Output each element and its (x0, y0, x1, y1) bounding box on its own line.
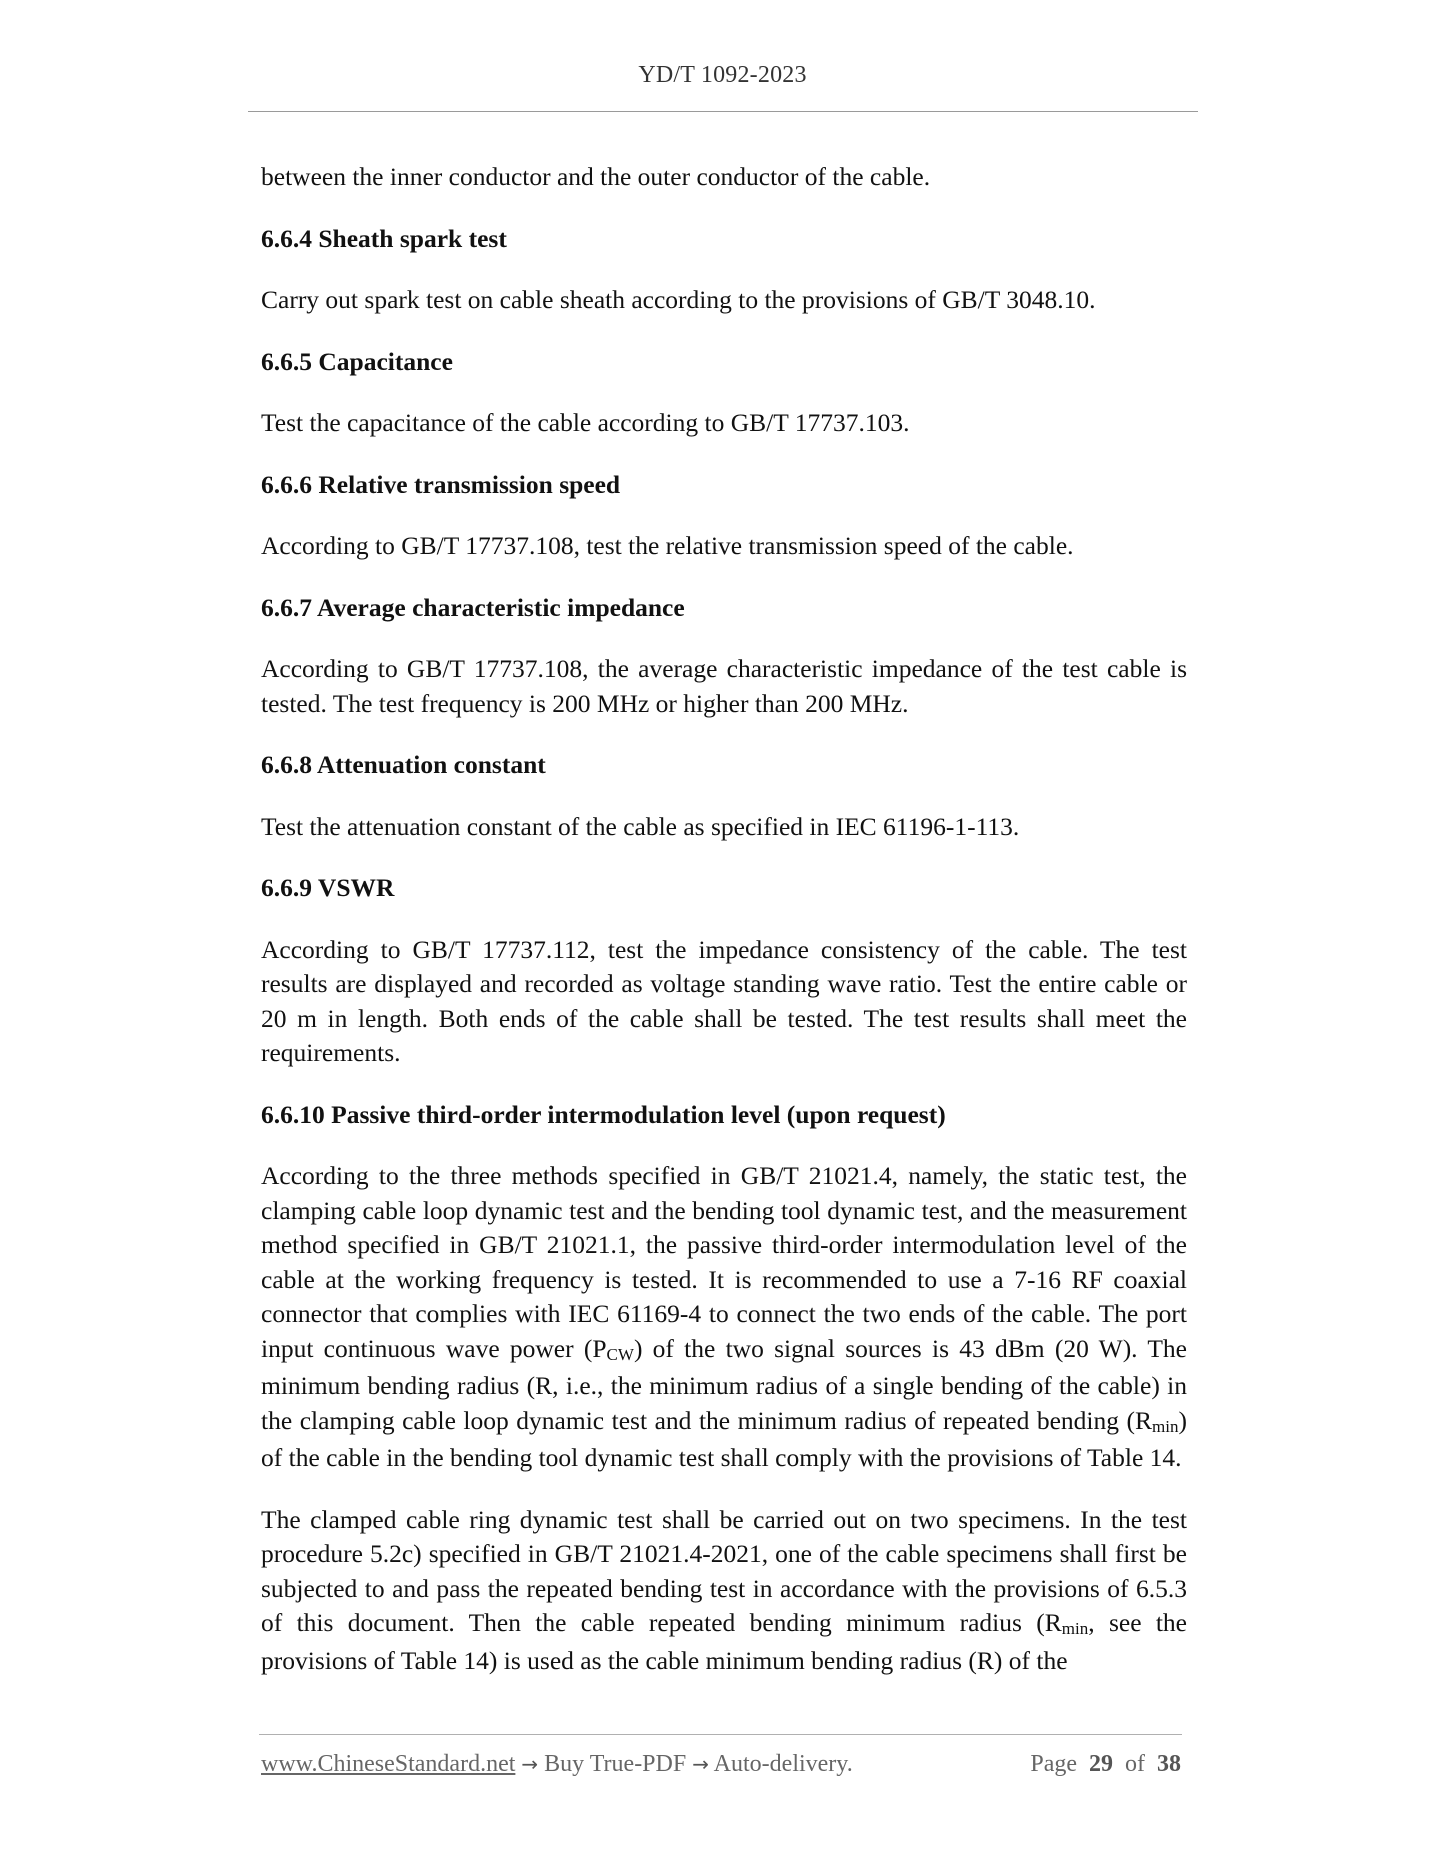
paragraph-clamped-part-b: , see the provisions of Table 14) is used as the cable minimum bending radius (R) of the (261, 1608, 1187, 1675)
pcw-subscript: CW (606, 1344, 634, 1364)
footer-promo (261, 1751, 853, 1778)
paragraph-6-6-6: According to GB/T 17737.108, test the relative transmission speed of the cable. (261, 531, 1074, 560)
continuation-paragraph: between the inner conductor and the outer conductor of the cable. (261, 162, 931, 191)
section-heading-6-6-10: 6.6.10 Passive third-order intermodulation level (upon request) (261, 1099, 946, 1129)
section-heading-6-6-8: 6.6.8 Attenuation constant (261, 750, 546, 779)
auto-delivery-text: Auto-delivery. (713, 1751, 853, 1777)
document-header: YD/T 1092-2023 (638, 62, 807, 88)
footer-divider (259, 1734, 1182, 1735)
page-label: Page (1030, 1751, 1077, 1777)
total-page-number: 38 (1157, 1751, 1181, 1777)
paragraph-6-6-5: Test the capacitance of the cable according to GB/T 17737.103. (261, 408, 910, 437)
arrow-right-icon: → (521, 1752, 539, 1776)
section-heading-6-6-9: 6.6.9 VSWR (261, 873, 395, 902)
paragraph-clamped-part-a: The clamped cable ring dynamic test shall be carried out on two specimens. In the test procedure 5.2c) specified in GB/T 21021.4-2021, one of the cable specimens shall first be subjected to and pass the repeated bending test in accordance with the provisions of 6.5.3 of this document. Then the cable repeated bending minimum radius (R (261, 1504, 1187, 1637)
section-heading-6-6-5: 6.6.5 Capacitance (261, 346, 453, 376)
current-page-number: 29 (1089, 1751, 1113, 1777)
of-label: of (1125, 1751, 1145, 1777)
paragraph-6-6-9: According to GB/T 17737.112, test the impedance consistency of the cable. The test results are displayed and recorded as voltage standing wave ratio. Test the entire cable or 20 m in length. Both ends of the cable shall be tested. The test results shall meet the requirements. (261, 934, 1187, 1067)
paragraph-6-6-4: Carry out spark test on cable sheath according to the provisions of GB/T 3048.10. (261, 285, 1096, 314)
website-link[interactable]: www.ChineseStandard.net (261, 1751, 516, 1777)
page-footer (261, 1751, 1181, 1785)
page-indicator (1030, 1751, 1181, 1778)
paragraph-6-6-10 (261, 1159, 1187, 1476)
paragraph-clamped-cable-ring (261, 1503, 1187, 1679)
rmin-subscript: min (1152, 1416, 1179, 1436)
buy-true-pdf-text: Buy True-PDF (544, 1751, 687, 1777)
rmin-subscript-2: min (1061, 1619, 1089, 1638)
paragraph-6-6-10-part-b: ) of the two signal sources is 43 dBm (20 W). The minimum bending radius (R, i.e., the minimum radius of a single bending of the cable) in the clamping cable loop dynamic test and the minimum radius of repeated bending (R (261, 1333, 1187, 1435)
section-heading-6-6-7: 6.6.7 Average characteristic impedance (261, 592, 685, 622)
document-body (261, 160, 1187, 1678)
section-heading-6-6-4: 6.6.4 Sheath spark test (261, 223, 507, 253)
arrow-right-icon: → (692, 1752, 709, 1776)
paragraph-6-6-8: Test the attenuation constant of the cable as specified in IEC 61196-1-113. (261, 811, 1020, 841)
paragraph-6-6-10-part-c: ) of the cable in the bending tool dynamic test shall comply with the provisions of Table 14. (261, 1405, 1187, 1472)
section-heading-6-6-6: 6.6.6 Relative transmission speed (261, 469, 621, 499)
paragraph-6-6-10-part-a: According to the three methods specified in GB/T 21021.4, namely, the static test, the clamping cable loop dynamic test and the bending tool dynamic test, and the measurement method specified in GB/T 21021.1, the passive third-order intermodulation level of the cable at the working frequency is tested. It is recommended to use a 7-16 RF coaxial connector that complies with IEC 61169-4 to connect the two ends of the cable. The port input continuous wave power (P (261, 1161, 1187, 1363)
header-divider (248, 111, 1198, 112)
paragraph-6-6-7: According to GB/T 17737.108, the average characteristic impedance of the test cable is tested. The test frequency is 200 MHz or higher than 200 MHz. (261, 654, 1187, 718)
